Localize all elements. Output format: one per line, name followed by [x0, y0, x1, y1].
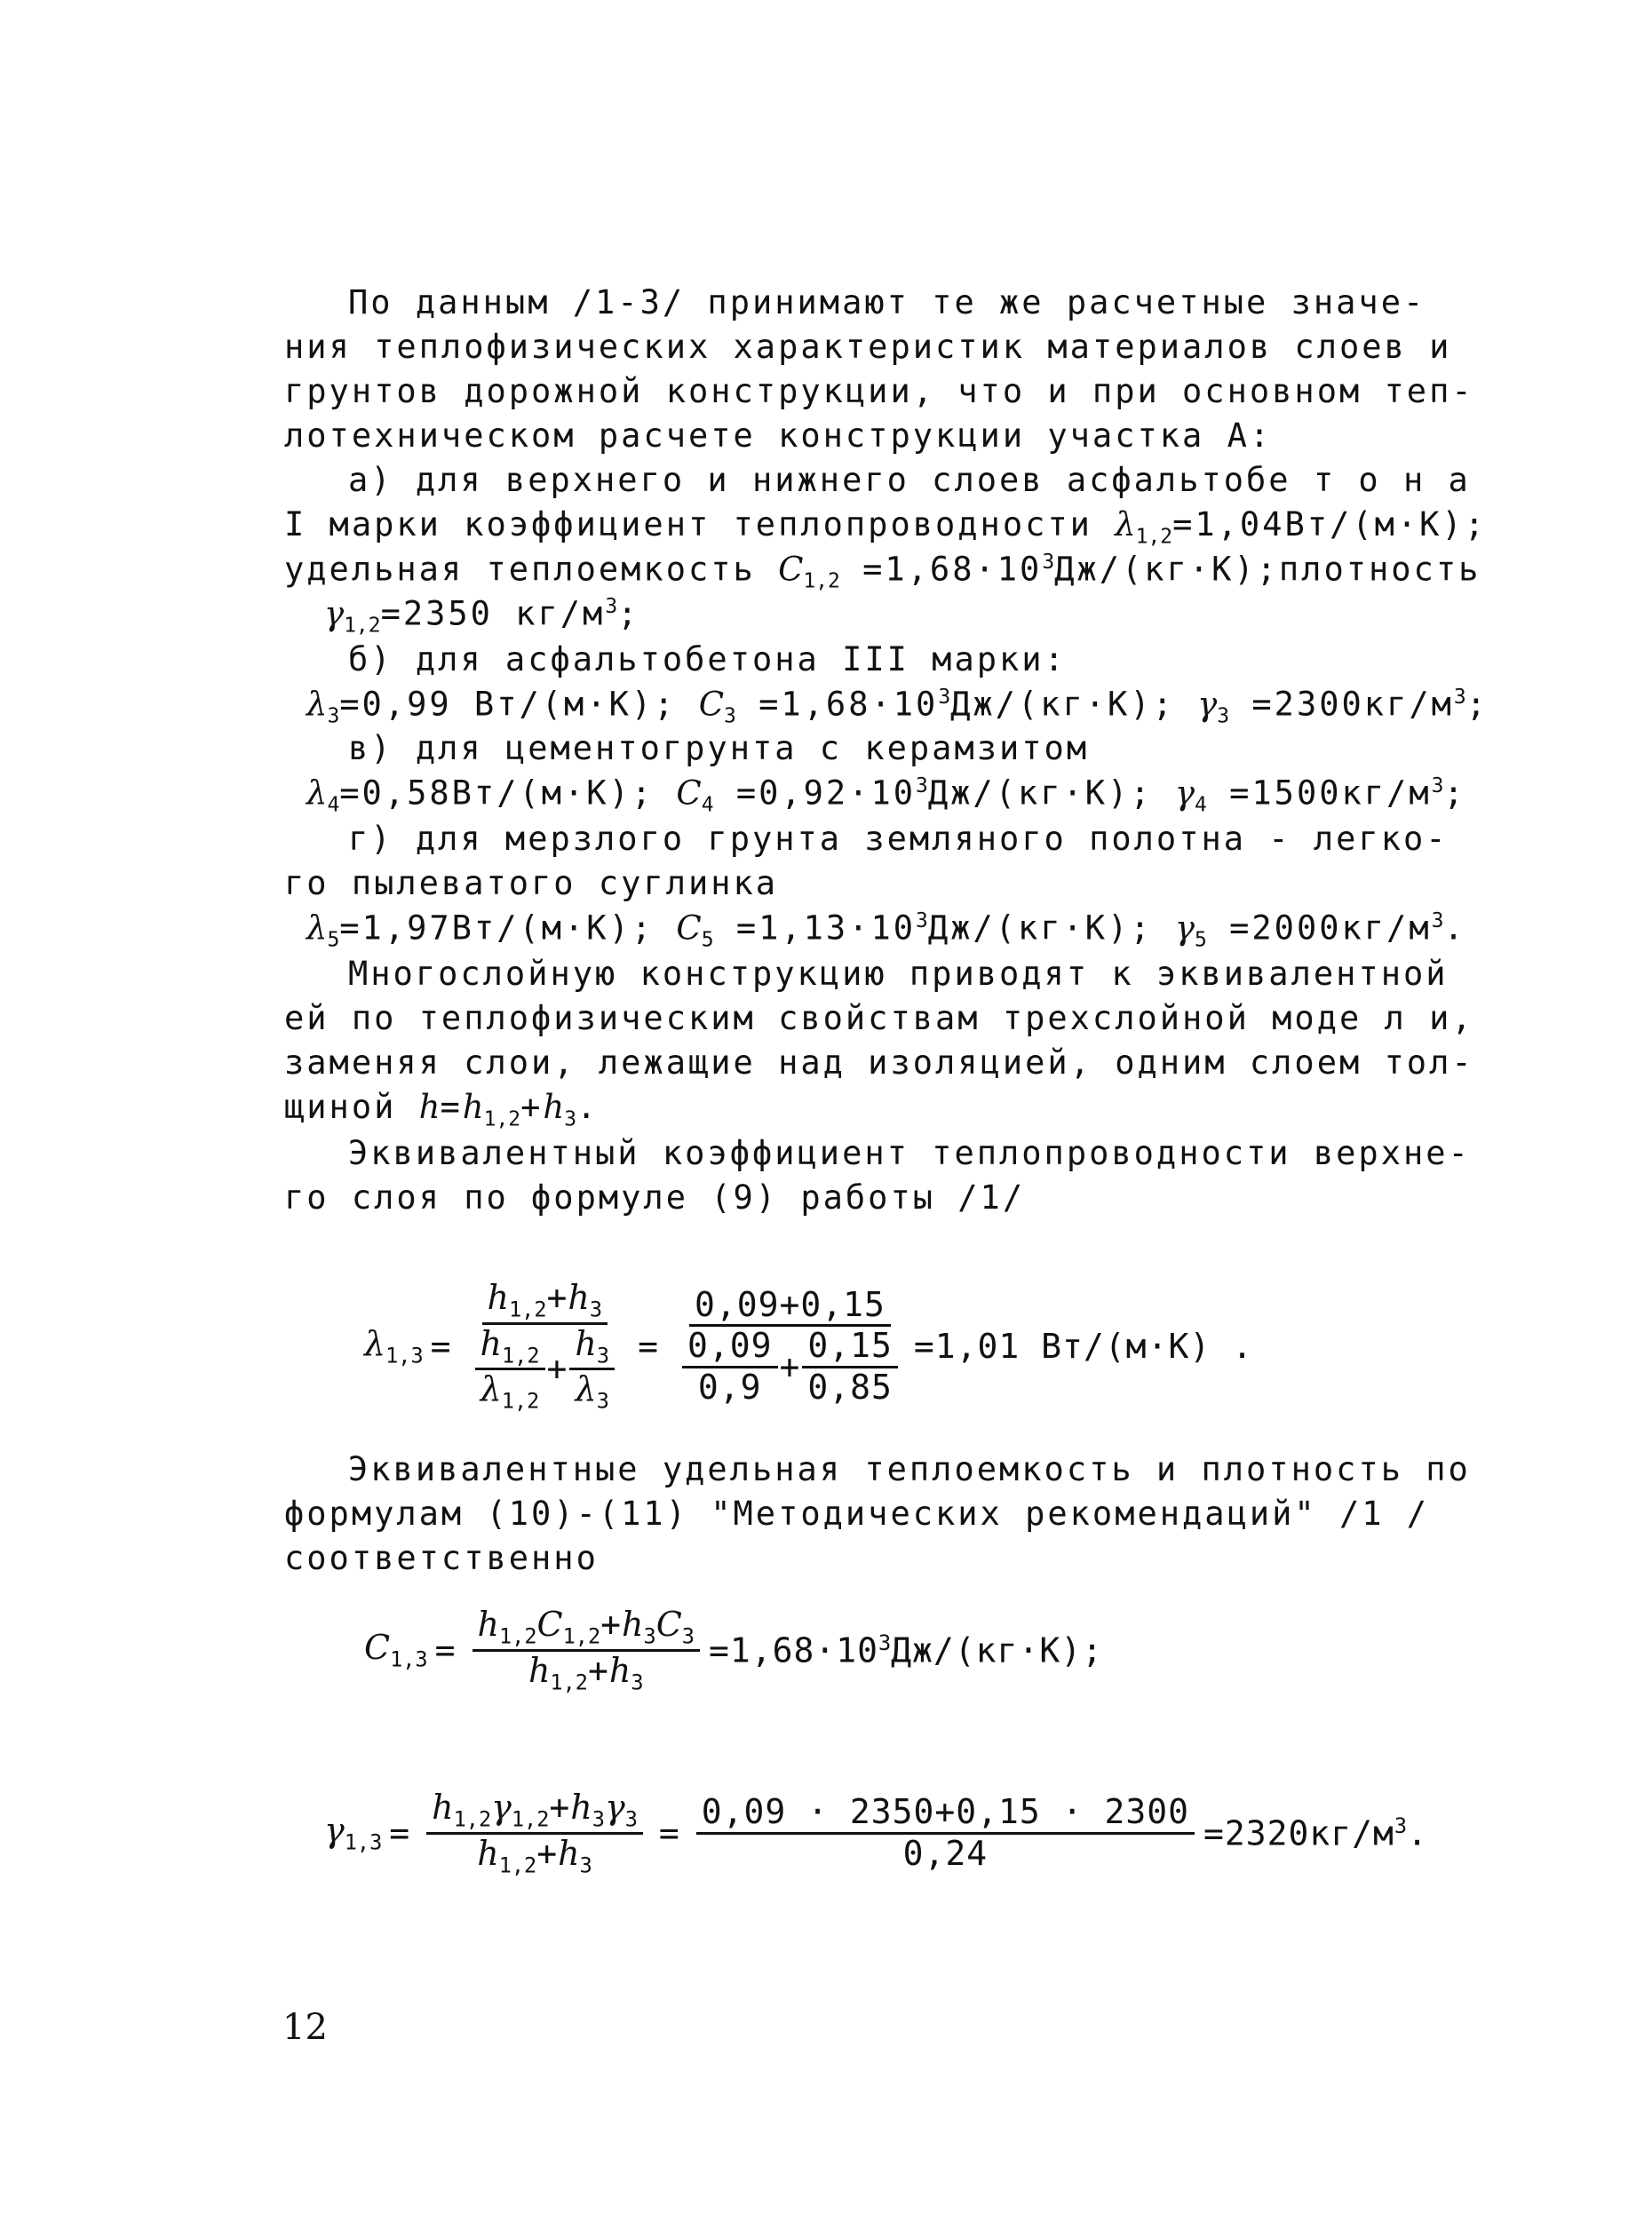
item-g-values	[306, 908, 1466, 952]
c12-subscript: 1,2	[562, 1623, 601, 1649]
fraction-numeric	[696, 1793, 1195, 1873]
gamma-subscript: 5	[1195, 928, 1207, 952]
h-symbol: h	[558, 1833, 580, 1873]
paragraph-3-line-1: Эквивалентный коэффициент теплопроводности верхне-	[348, 1134, 1471, 1172]
gamma-subscript: 3	[1217, 704, 1230, 728]
fraction-numerator	[426, 1789, 643, 1835]
lambda3-subscript: 3	[596, 1388, 609, 1414]
gamma-end: ;	[1443, 773, 1466, 813]
h-symbol: h	[418, 1088, 441, 1126]
numeric-numerator: 0,09 · 2350+0,15 · 2300	[696, 1793, 1195, 1835]
paragraph-2-line-4	[284, 1088, 600, 1131]
gamma-symbol: γ	[324, 1811, 345, 1851]
sub-fraction-denominator	[475, 1370, 545, 1414]
fraction-symbolic	[468, 1279, 623, 1414]
item-a-line-4	[324, 594, 640, 638]
lambda-subscript: 1,2	[1135, 525, 1173, 549]
fraction-denominator	[468, 1325, 623, 1414]
equals-sign: =	[434, 1630, 457, 1670]
gamma3-subscript: 3	[624, 1806, 638, 1832]
paragraph-1-line-3: грунтов дорожной конструкции, что и при основном теп-	[284, 372, 1474, 410]
item-v-values	[306, 773, 1466, 817]
sub-fraction-numerator: 0,09	[682, 1327, 778, 1368]
h-symbol: h	[622, 1605, 644, 1644]
fraction-symbolic	[426, 1789, 643, 1877]
c-exponent: 3	[938, 686, 951, 709]
gamma-symbol: γ	[1174, 773, 1195, 813]
formula-c-result-value: =1,68·10	[708, 1630, 878, 1670]
sub-fraction-numerator	[475, 1325, 545, 1371]
item-g-title-2: го пылеватого суглинка	[284, 864, 779, 902]
h-symbol: h	[477, 1605, 499, 1644]
h3-subscript: 3	[564, 1107, 577, 1131]
h-symbol: h	[568, 1278, 590, 1317]
item-a-line-2-text: I марки коэффициент теплопроводности	[284, 505, 1092, 543]
gamma-symbol: γ	[1197, 685, 1218, 724]
gamma-symbol: γ	[491, 1788, 512, 1827]
c-exponent: 3	[916, 909, 928, 932]
formula-gamma-result-end: .	[1407, 1813, 1428, 1853]
c-value: =1,13·10	[735, 908, 917, 948]
h12-subscript: 1,2	[509, 1297, 547, 1322]
fraction-denominator	[472, 1835, 598, 1878]
fraction-symbolic	[473, 1606, 700, 1694]
sub-fraction	[569, 1325, 615, 1414]
c-symbol: C	[676, 773, 702, 813]
c-unit: Дж/(кг·К);	[927, 908, 1153, 948]
paragraph-1-line-4: лотехническом расчете конструкции участка А:	[284, 416, 1273, 455]
period: .	[576, 1088, 600, 1126]
item-a-line-3-text: удельная теплоемкость	[284, 550, 756, 589]
c-subscript: 5	[701, 928, 714, 952]
plus-sign: +	[536, 1833, 559, 1873]
c-symbol: C	[655, 1605, 682, 1644]
lambda-subscript: 3	[327, 704, 340, 728]
plus-sign: +	[520, 1088, 544, 1126]
fraction-numerator	[473, 1606, 700, 1652]
gamma-end: ;	[1465, 685, 1489, 724]
h12-subscript: 1,2	[498, 1623, 537, 1649]
h-symbol: h	[462, 1088, 484, 1126]
h3-subscript: 3	[596, 1343, 610, 1368]
lambda-value: =0,58Вт/(м·К);	[339, 773, 655, 813]
h12-subscript: 1,2	[453, 1806, 492, 1832]
h-symbol: h	[575, 1323, 597, 1363]
gamma-symbol: γ	[324, 594, 345, 633]
item-b-values	[306, 687, 1489, 727]
sub-fraction-denominator	[570, 1370, 615, 1414]
c-subscript: 1,2	[803, 569, 840, 593]
lambda-symbol: λ	[306, 908, 328, 948]
formula-lambda-lhs	[364, 1324, 424, 1368]
paragraph-1-line-2: ния теплофизических характеристик материалов слоев и	[284, 328, 1452, 366]
gamma-value: =2000кг/м	[1229, 908, 1432, 948]
paragraph-4-line-2: формулам (10)-(11) "Методических рекомендаций" /1 /	[284, 1495, 1430, 1533]
formula-c-result-unit: Дж/(кг·К);	[891, 1630, 1103, 1670]
lambda-symbol: λ	[306, 773, 328, 813]
gamma-exponent: 3	[1453, 686, 1466, 709]
c-unit: Дж/(кг·К);	[927, 773, 1153, 813]
c-lhs-subscript: 1,3	[390, 1646, 428, 1672]
lambda-subscript: 5	[327, 928, 340, 952]
plus-sign: +	[546, 1278, 568, 1317]
paragraph-2-line-4-text: щиной	[284, 1088, 397, 1126]
gamma-value: =2350 кг/м	[380, 594, 606, 633]
lambda-symbol: λ	[575, 1369, 597, 1409]
gamma-exponent: 3	[1431, 909, 1444, 932]
formula-gamma-lhs	[324, 1811, 382, 1855]
equals-sign: =	[638, 1327, 659, 1367]
gamma-subscript: 1,2	[344, 614, 381, 638]
sub-fraction	[475, 1325, 545, 1414]
paragraph-2-line-2: ей по теплофизическим свойствам трехслойной моде л и,	[284, 999, 1474, 1037]
equals-sign: =	[440, 1088, 463, 1126]
item-a-line-3	[284, 552, 1481, 592]
gamma12-subscript: 1,2	[511, 1806, 550, 1832]
sub-fraction-numerator	[569, 1325, 615, 1371]
plus-sign: +	[546, 1349, 568, 1389]
lambda-value: =0,99 Вт/(м·К);	[339, 685, 677, 724]
paragraph-3-line-2: го слоя по формуле (9) работы /1/	[284, 1178, 1026, 1217]
c-value: =0,92·10	[735, 773, 917, 813]
equals-sign: =	[430, 1327, 452, 1367]
paragraph-2-line-3: заменяя слои, лежащие над изоляцией, одним слоем тол-	[284, 1043, 1474, 1082]
paragraph-2-line-1: Многослойную конструкцию приводят к эквивалентной	[348, 955, 1449, 993]
formula-gamma-result-value: =2320кг/м	[1203, 1813, 1394, 1853]
page-number: 12	[282, 2007, 328, 2048]
h3-subscript: 3	[631, 1670, 644, 1695]
gamma-symbol: γ	[604, 1788, 625, 1827]
paragraph-1-line-1: По данным /1-3/ принимают те же расчетные значе-	[348, 283, 1426, 321]
c-subscript: 4	[701, 793, 714, 817]
h-symbol: h	[477, 1833, 499, 1873]
h3-subscript: 3	[592, 1806, 605, 1832]
item-g-title-1: г) для мерзлого грунта земляного полотна - легко-	[348, 820, 1449, 858]
c-value: =1,68·10	[758, 685, 939, 724]
equals-sign: =	[658, 1813, 680, 1853]
gamma-value: =1500кг/м	[1229, 773, 1432, 813]
h12-subscript: 1,2	[550, 1670, 588, 1695]
gamma-symbol: γ	[1174, 908, 1195, 948]
sub-fraction	[802, 1327, 898, 1407]
fraction-numerator	[482, 1279, 608, 1325]
c3-subscript: 3	[681, 1623, 695, 1649]
h-symbol: h	[608, 1650, 631, 1690]
lambda-value: =1,97Вт/(м·К);	[339, 908, 655, 948]
paragraph-4-line-1: Эквивалентные удельная теплоемкость и плотность по	[348, 1450, 1471, 1488]
sub-fraction-denominator: 0,85	[807, 1367, 893, 1407]
sub-fraction-numerator: 0,15	[802, 1327, 898, 1368]
fraction-denominator	[523, 1652, 649, 1695]
h-symbol: h	[528, 1650, 551, 1690]
numeric-denominator	[675, 1327, 905, 1407]
gamma-exponent: 3	[605, 595, 618, 618]
gamma-end: ;	[617, 594, 640, 633]
gamma-subscript: 4	[1195, 793, 1207, 817]
h-symbol: h	[543, 1088, 565, 1126]
c-symbol: C	[778, 550, 804, 589]
lambda-symbol: λ	[306, 685, 328, 724]
plus-sign: +	[779, 1346, 801, 1386]
formula-gamma-result-exponent: 3	[1394, 1813, 1408, 1838]
formula-c-result-exponent: 3	[878, 1630, 892, 1655]
gamma-lhs-subscript: 1,3	[344, 1829, 383, 1855]
h12-subscript: 1,2	[483, 1107, 521, 1131]
lambda-lhs-subscript: 1,3	[385, 1343, 424, 1368]
c-symbol: C	[676, 908, 702, 948]
c-unit: Дж/(кг·К);	[950, 685, 1175, 724]
c-symbol: C	[536, 1605, 563, 1644]
h3-subscript: 3	[579, 1852, 592, 1878]
plus-sign: +	[587, 1650, 609, 1690]
paragraph-4-line-3: соответственно	[284, 1539, 599, 1577]
numeric-denominator: 0,24	[902, 1833, 989, 1873]
item-a-line-1: а) для верхнего и нижнего слоев асфальтобе т о н а	[348, 461, 1471, 499]
plus-sign: +	[549, 1788, 571, 1827]
lambda-value: =1,04Вт/(м·К);	[1172, 505, 1487, 543]
h12-subscript: 1,2	[502, 1343, 540, 1368]
h12-subscript: 1,2	[498, 1852, 537, 1878]
lambda-subscript: 4	[327, 793, 340, 817]
formula-gamma-equivalent	[324, 1789, 1428, 1877]
c-subscript: 3	[724, 704, 736, 728]
gamma-value: =2300кг/м	[1251, 685, 1454, 724]
formula-lambda-equivalent	[364, 1279, 1253, 1414]
formula-c-result	[709, 1630, 1103, 1670]
gamma-end: .	[1443, 908, 1466, 948]
c-exponent: 3	[1042, 551, 1055, 574]
lambda-symbol: λ	[1115, 505, 1136, 543]
h3-subscript: 3	[643, 1623, 656, 1649]
equals-sign: =	[389, 1813, 411, 1853]
item-a-line-2	[284, 505, 1487, 549]
h-symbol: h	[570, 1788, 592, 1827]
c-symbol: C	[698, 685, 724, 724]
fraction-numeric	[675, 1286, 905, 1408]
numeric-numerator: 0,09+0,15	[689, 1286, 891, 1328]
c-exponent: 3	[916, 774, 928, 797]
formula-c-lhs	[364, 1628, 428, 1672]
plus-sign: +	[600, 1605, 623, 1644]
lambda12-subscript: 1,2	[501, 1388, 540, 1414]
sub-fraction	[682, 1327, 778, 1407]
sub-fraction-denominator: 0,9	[697, 1367, 762, 1407]
c-value: =1,68·10	[862, 550, 1043, 589]
h-symbol: h	[432, 1788, 454, 1827]
formula-lambda-result: =1,01 Вт/(м·К) .	[913, 1327, 1253, 1367]
formula-gamma-result	[1203, 1813, 1428, 1853]
c-symbol: C	[364, 1628, 391, 1668]
lambda-symbol: λ	[364, 1324, 386, 1364]
item-v-title: в) для цементогрунта с керамзитом	[348, 729, 1090, 767]
item-b-title: б) для асфальтобетона III марки:	[348, 640, 1067, 678]
lambda-symbol: λ	[480, 1369, 502, 1409]
formula-c-equivalent	[364, 1606, 1103, 1694]
h-symbol: h	[480, 1323, 502, 1363]
gamma-exponent: 3	[1431, 774, 1444, 797]
h-symbol: h	[487, 1278, 509, 1317]
c-unit: Дж/(кг·К);плотность	[1054, 550, 1481, 589]
h3-subscript: 3	[589, 1297, 603, 1322]
